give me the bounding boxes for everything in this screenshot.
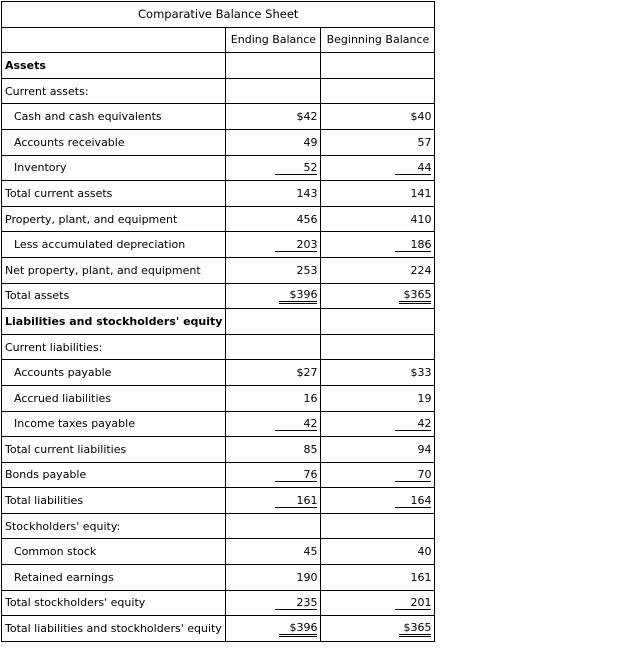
- ending-value: $27: [296, 366, 318, 380]
- subheading-current-assets: Current assets:: [2, 78, 226, 104]
- table-row: [2, 565, 435, 591]
- beginning-value: 44: [395, 161, 431, 175]
- ending-value: $396: [279, 621, 317, 637]
- subheading-stockholders-equity: Stockholders' equity:: [2, 513, 226, 539]
- ending-value: 49: [303, 135, 318, 149]
- beginning-value: 57: [417, 135, 432, 149]
- section-heading-liabilities-equity: Liabilities and stockholders' equity: [2, 309, 226, 335]
- table-row: [2, 206, 435, 232]
- row-label: Inventory: [2, 155, 226, 181]
- beginning-value: 141: [410, 186, 432, 200]
- ending-value: 52: [275, 161, 317, 175]
- beginning-value: 201: [395, 596, 431, 610]
- ending-value: 85: [303, 442, 318, 456]
- table-row: [2, 385, 435, 411]
- row-label: Cash and cash equivalents: [2, 104, 226, 130]
- ending-value: 143: [296, 186, 318, 200]
- table-row: [2, 283, 435, 309]
- title-row: [2, 2, 435, 28]
- header-ending-balance: Ending Balance: [226, 27, 321, 53]
- row-label: Less accumulated depreciation: [2, 232, 226, 258]
- beginning-value: $365: [399, 288, 431, 304]
- beginning-value: 40: [417, 545, 432, 559]
- row-label: Total liabilities: [2, 488, 226, 514]
- table-row: [2, 616, 435, 642]
- row-label: Total current assets: [2, 181, 226, 207]
- ending-value: 235: [275, 596, 317, 610]
- ending-value: $42: [296, 110, 318, 124]
- ending-value: 76: [275, 468, 317, 482]
- table-row: [2, 360, 435, 386]
- beginning-value: 164: [395, 494, 431, 508]
- section-row: [2, 53, 435, 79]
- beginning-value: 42: [395, 417, 431, 431]
- row-label: Common stock: [2, 539, 226, 565]
- row-label: Accounts payable: [2, 360, 226, 386]
- table-row: [2, 155, 435, 181]
- section-row: [2, 78, 435, 104]
- row-label: Bonds payable: [2, 462, 226, 488]
- beginning-value: 186: [395, 238, 431, 252]
- ending-value: 190: [296, 570, 318, 584]
- beginning-value: 410: [410, 212, 432, 226]
- ending-value: 16: [303, 391, 318, 405]
- ending-value: 161: [275, 494, 317, 508]
- table-row: [2, 232, 435, 258]
- ending-value: 42: [275, 417, 317, 431]
- row-label: Retained earnings: [2, 565, 226, 591]
- ending-value: $396: [279, 288, 317, 304]
- row-label: Income taxes payable: [2, 411, 226, 437]
- beginning-value: 94: [417, 442, 432, 456]
- beginning-value: 70: [395, 468, 431, 482]
- table-row: [2, 181, 435, 207]
- row-label: Total assets: [2, 283, 226, 309]
- ending-value: 456: [296, 212, 318, 226]
- table-row: [2, 129, 435, 155]
- beginning-value: 224: [410, 263, 432, 277]
- table-row: [2, 257, 435, 283]
- beginning-value: 19: [417, 391, 432, 405]
- table-row: [2, 411, 435, 437]
- header-blank: [2, 27, 226, 53]
- row-label: Total liabilities and stockholders' equity: [2, 616, 226, 642]
- section-row: [2, 513, 435, 539]
- sheet-title: Comparative Balance Sheet: [2, 2, 435, 28]
- table-row: [2, 488, 435, 514]
- balance-sheet-table: [1, 1, 435, 642]
- section-row: [2, 309, 435, 335]
- ending-value: 203: [275, 238, 317, 252]
- row-label: Total current liabilities: [2, 437, 226, 463]
- header-beginning-balance: Beginning Balance: [321, 27, 435, 53]
- row-label: Total stockholders' equity: [2, 590, 226, 616]
- table-row: [2, 539, 435, 565]
- row-label: Property, plant, and equipment: [2, 206, 226, 232]
- table-row: [2, 590, 435, 616]
- header-row: [2, 27, 435, 53]
- table-row: [2, 462, 435, 488]
- ending-value: 45: [303, 545, 318, 559]
- subheading-current-liabilities: Current liabilities:: [2, 334, 226, 360]
- row-label: Accrued liabilities: [2, 385, 226, 411]
- beginning-value: 161: [410, 570, 432, 584]
- row-label: Net property, plant, and equipment: [2, 257, 226, 283]
- beginning-value: $40: [410, 110, 432, 124]
- table-row: [2, 437, 435, 463]
- table-row: [2, 104, 435, 130]
- section-heading-assets: Assets: [2, 53, 226, 79]
- beginning-value: $365: [399, 621, 431, 637]
- section-row: [2, 334, 435, 360]
- ending-value: 253: [296, 263, 318, 277]
- row-label: Accounts receivable: [2, 129, 226, 155]
- beginning-value: $33: [410, 366, 432, 380]
